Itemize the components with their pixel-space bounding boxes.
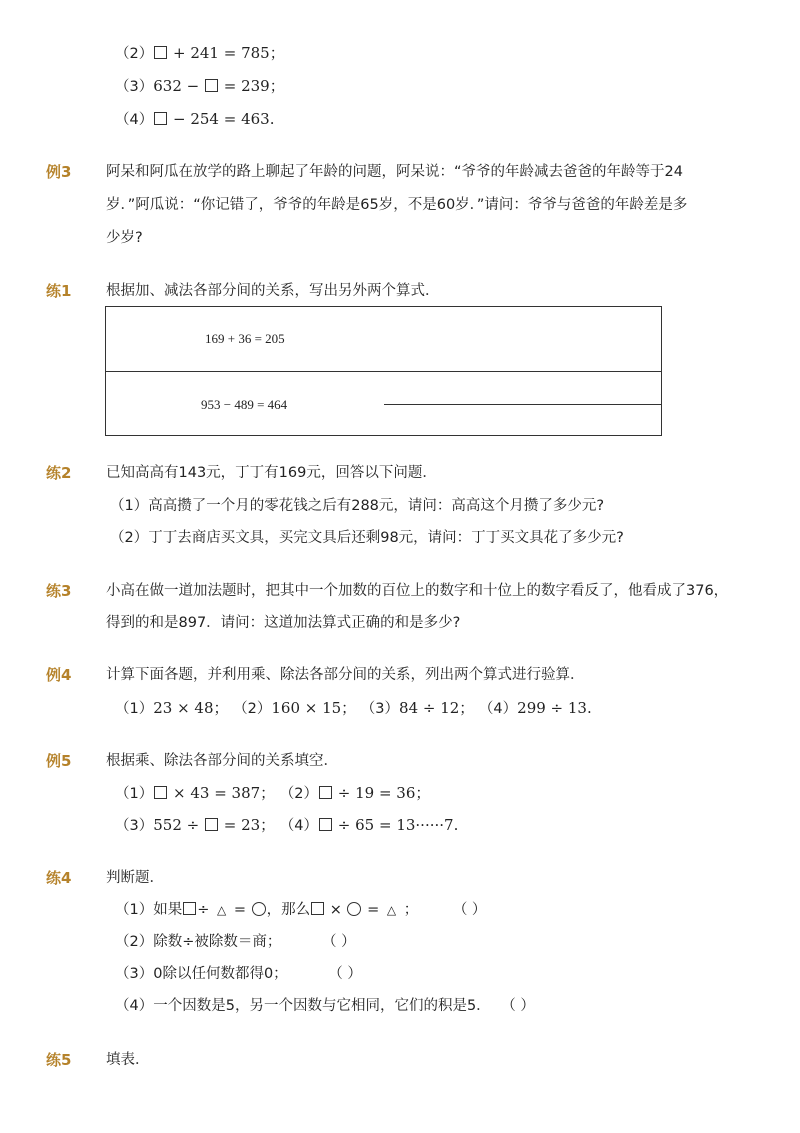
q-text: 如果 (153, 902, 183, 918)
ex5-label: 例5 (46, 752, 72, 770)
ex4-label: 例4 (46, 666, 72, 684)
q-text: （2）除数÷被除数＝商； (115, 934, 282, 950)
item-number: （4） (478, 701, 518, 717)
blank-square-icon (183, 902, 196, 915)
lian4-label: 练4 (46, 869, 72, 887)
table-divider (106, 371, 661, 372)
math-expr: − 254 = 463. (168, 110, 275, 128)
lian2-item-2: （2）丁丁去商店买文具，买完文具后还剩98元，请问：丁丁买文具花了多少元? (110, 530, 624, 546)
item-number: （1） (115, 701, 154, 717)
lian4-q3 (115, 964, 362, 984)
answer-line (384, 404, 662, 405)
math-expr: 84 ÷ 12； (399, 699, 475, 717)
item-number: （1） (115, 902, 154, 918)
math-expr: 23 × 48； (153, 699, 229, 717)
answer-parens[interactable]: （ ） (328, 966, 362, 982)
ex3-line-2: 岁．”阿瓜说：“你记错了，爷爷的年龄是65岁，不是60岁．”请问：爷爷与爸爸的年龄差是多 (106, 197, 688, 213)
lian2-item-1: （1）高高攒了一个月的零花钱之后有288元，请问：高高这个月攒了多少元? (110, 498, 605, 514)
ex5-row-1 (115, 783, 430, 804)
cont-item-4 (115, 109, 274, 130)
lian3-line-2: 得到的和是897．请问：这道加法算式正确的和是多少? (106, 615, 461, 631)
lian4-q4 (115, 996, 535, 1016)
cont-item-2 (115, 43, 285, 64)
blank-square-icon (319, 818, 332, 831)
math-expr: × 43 = 387； (168, 784, 276, 802)
lian2-text: 已知高高有143元，丁丁有169元，回答以下问题． (106, 465, 437, 481)
triangle-icon: △ (386, 903, 397, 917)
lian3-label: 练3 (46, 582, 72, 600)
ex4-items (115, 698, 592, 719)
blank-square-icon (311, 902, 324, 915)
circle-icon (347, 902, 361, 916)
item-number: （3） (115, 79, 154, 95)
ex3-line-3: 少岁? (106, 230, 143, 246)
ex4-text: 计算下面各题，并利用乘、除法各部分间的关系，列出两个算式进行验算． (106, 667, 585, 683)
lian3-line-1: 小高在做一道加法题时，把其中一个加数的百位上的数字和十位上的数字看反了，他看成了376， (106, 583, 729, 599)
ex5-row-2 (115, 815, 458, 836)
lian2-label: 练2 (46, 464, 72, 482)
answer-parens[interactable]: （ ） (321, 934, 356, 950)
q-text: （3）0除以任何数都得0； (115, 966, 288, 982)
ex3-line-1: 阿呆和阿瓜在放学的路上聊起了年龄的问题，阿呆说：“爷爷的年龄减去爸爸的年龄等于24 (106, 164, 683, 180)
math-expr: ÷ 19 = 36； (333, 784, 431, 802)
blank-square-icon (205, 79, 218, 92)
blank-square-icon (154, 112, 167, 125)
answer-table (105, 306, 662, 436)
ex5-text: 根据乘、除法各部分间的关系填空． (106, 753, 338, 769)
lian4-q1 (115, 900, 486, 920)
table-row-1-expr: 169 + 36 = 205 (205, 331, 285, 346)
item-number: （3） (360, 701, 400, 717)
item-number: （1） (115, 786, 154, 802)
item-number: （2） (279, 786, 319, 802)
answer-parens[interactable]: （ ） (501, 998, 535, 1014)
lian4-q2 (115, 932, 356, 952)
blank-square-icon (154, 46, 167, 59)
lian5-label: 练5 (46, 1051, 72, 1069)
q-text: （4）一个因数是5，另一个因数与它相同，它们的积是5． (115, 998, 491, 1014)
math-expr: ÷ 65 = 13······7. (333, 816, 459, 834)
lian5-text: 填表． (106, 1052, 150, 1068)
item-number: （4） (279, 818, 319, 834)
q-text: × (325, 902, 347, 918)
ex3-label: 例3 (46, 163, 72, 181)
triangle-icon: △ (217, 903, 227, 917)
math-expr: 299 ÷ 13. (517, 699, 592, 717)
math-expr: 632 − (153, 77, 204, 95)
cont-item-3 (115, 76, 285, 97)
q-text: = (229, 902, 251, 918)
item-number: （2） (233, 701, 272, 717)
answer-parens[interactable]: （ ） (452, 902, 487, 918)
math-expr: + 241 = 785； (168, 44, 285, 62)
lian4-text: 判断题． (106, 870, 164, 886)
math-expr: 552 ÷ (153, 816, 204, 834)
item-number: （3） (115, 818, 154, 834)
table-row-2-expr: 953 − 489 = 464 (201, 397, 288, 412)
lian1-text: 根据加、减法各部分间的关系，写出另外两个算式． (106, 283, 440, 299)
q-text: ÷ (197, 902, 214, 918)
blank-square-icon (319, 786, 332, 799)
blank-square-icon (154, 786, 167, 799)
blank-square-icon (205, 818, 218, 831)
math-expr: 160 × 15； (271, 699, 357, 717)
item-number: （4） (115, 112, 154, 128)
q-text: = (362, 902, 384, 918)
lian1-label: 练1 (46, 282, 72, 300)
q-text: ，那么 (266, 902, 311, 918)
math-expr: = 239； (218, 77, 285, 95)
math-expr: = 23； (218, 816, 276, 834)
item-number: （2） (115, 46, 154, 62)
circle-icon (252, 902, 266, 916)
q-text: ； (399, 902, 419, 918)
